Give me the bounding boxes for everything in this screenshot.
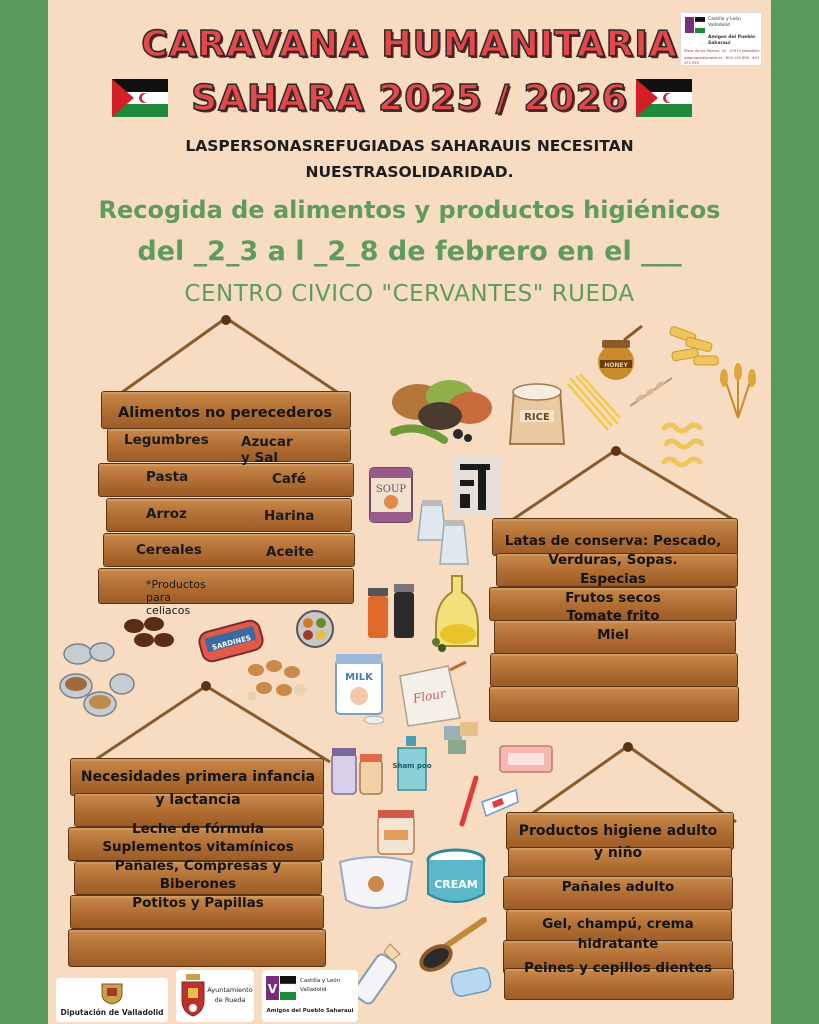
ayuntamiento-label-1: Ayuntamiento [207, 986, 253, 994]
item: hidratante [577, 936, 659, 952]
diaper-icon [336, 854, 416, 916]
fusilli-icon [658, 418, 712, 474]
ayuntamiento-logo [176, 970, 254, 1022]
sign-rope [110, 312, 355, 402]
cream-label: CREAM [434, 878, 478, 891]
item: Cereales [136, 542, 202, 558]
collection-line-2: del _2_3 a l _2_8 de febrero en el ___ [137, 236, 682, 267]
aps-emblem-icon [685, 17, 705, 33]
diputacion-label: Diputación de Valladolid [60, 1008, 164, 1017]
nuts-icon [244, 656, 310, 704]
title-line-1: CARAVANA HUMANITARIA [141, 24, 678, 65]
shampoo-label: Sham poo [392, 762, 432, 770]
sardines-label: SARDINES [211, 633, 252, 652]
item: Miel [597, 627, 629, 643]
wheat-bundle-icon [714, 362, 760, 420]
flour-label: Flour [411, 686, 447, 706]
vitamin-bottle-icon [374, 808, 418, 858]
milk-powder-icon [332, 650, 388, 726]
baby-bottle-icon [352, 942, 404, 1008]
subtitle-line-2: NUESTRASOLIDARIDAD. [305, 163, 514, 181]
item: Potitos y Papillas [132, 895, 264, 911]
wheat-icon [626, 372, 676, 412]
soup-label: SOUP [375, 484, 407, 495]
item: Legumbres [124, 432, 209, 448]
rueda-crest-icon [180, 974, 206, 1018]
olive-oil-icon [430, 572, 486, 656]
collection-line-1: Recogida de alimentos y productos higiénicos [98, 196, 721, 224]
poster [48, 0, 771, 1024]
rice-label: RICE [524, 412, 550, 423]
item: Azucar y Sal [241, 434, 293, 466]
item: Arroz [146, 506, 187, 522]
sign-latas-title-2: Verduras, Sopas. [548, 552, 678, 568]
aps-footer-line2: Valladolid [300, 987, 327, 993]
aps-footer-logo [262, 970, 358, 1022]
sahrawi-flag-left-icon [112, 79, 168, 117]
item: Tomate frito [566, 608, 660, 624]
soap-bar-icon [448, 964, 494, 1000]
item: Pasta [146, 469, 189, 485]
top-logo-line5: www.apsvalladolid.es · 604 100 806 · 643 472 955 [684, 56, 760, 65]
plank [68, 929, 326, 967]
spice-tin-icon [294, 608, 336, 650]
sign-latas-title-1: Latas de conserva: Pescado, [504, 533, 722, 549]
spice-jars-icon [366, 582, 418, 642]
item: Aceite [266, 544, 314, 560]
sign-alimentos-title: Alimentos no perecederos [118, 405, 332, 421]
plank [490, 653, 738, 687]
sign-higiene-title-1: Productos higiene adulto [518, 823, 718, 839]
cream-jar-icon [424, 846, 488, 908]
plank [489, 686, 739, 722]
sahrawi-flag-right-icon [636, 79, 692, 117]
svg-text:V: V [267, 982, 278, 996]
venue: CENTRO CIVICO "CERVANTES" RUEDA [184, 281, 635, 307]
subtitle-line-1: LASPERSONASREFUGIADAS SAHARAUIS NECESITAN [185, 137, 634, 155]
top-aps-logo [680, 12, 762, 66]
diputacion-crest-icon [100, 980, 124, 1006]
shampoo-bottle-icon [392, 734, 432, 794]
sign-infancia-title-1: Necesidades primera infancia [80, 769, 316, 785]
item: Suplementos vitamínicos [102, 839, 294, 855]
plank [98, 463, 354, 497]
rice-bag-icon [506, 380, 568, 448]
legumes-icon [388, 372, 498, 452]
item: Pañales adulto [561, 879, 675, 895]
item: Gel, champú, crema [542, 916, 694, 932]
plank [106, 498, 352, 532]
item: Leche de fórmula [132, 821, 264, 837]
top-logo-line2: Valladolid [708, 23, 730, 28]
top-logo-line3: Amigos del Pueblo Saharaui [708, 35, 756, 46]
toothbrush-icon [456, 772, 522, 830]
aps-footer-emblem-icon [266, 976, 296, 1000]
top-logo-line4: Plaza de los Marcos, 42 · 47014 Valladolid [684, 49, 760, 53]
item: Especias [580, 571, 646, 587]
sign-infancia-title-2: y lactancia [155, 792, 241, 808]
baby-food-jars-icon [330, 742, 386, 798]
item: Peines y cepillos dientes [523, 960, 713, 976]
item: Biberones [159, 876, 237, 892]
celiac-note: *Productos para celiacos [146, 578, 206, 617]
salt-shakers-icon [416, 498, 474, 568]
plank [98, 568, 354, 604]
soup-can-icon [364, 462, 418, 526]
item: Pañales, Compresas y [114, 858, 282, 874]
title-line-2: SAHARA 2025 / 2026 [191, 78, 628, 119]
item: Café [272, 471, 307, 487]
top-logo-line1: Castilla y León [708, 17, 741, 22]
aps-footer-line1: Castilla y León [300, 978, 341, 984]
milk-label: MILK [345, 672, 373, 683]
aps-footer-line3: Amigos del Pueblo Saharaui [266, 1008, 354, 1014]
sign-higiene-title-2: y niño [593, 845, 643, 861]
diputacion-logo [56, 978, 168, 1022]
color-swatches-icon [440, 722, 488, 760]
tuna-cans-icon [56, 636, 136, 720]
wipes-pack-icon [498, 744, 554, 774]
item: Frutos secos [565, 590, 661, 606]
honey-label: HONEY [604, 362, 628, 369]
ayuntamiento-label-2: de Rueda [214, 996, 246, 1004]
item: Harina [264, 508, 315, 524]
flour-bag-icon [394, 660, 468, 730]
